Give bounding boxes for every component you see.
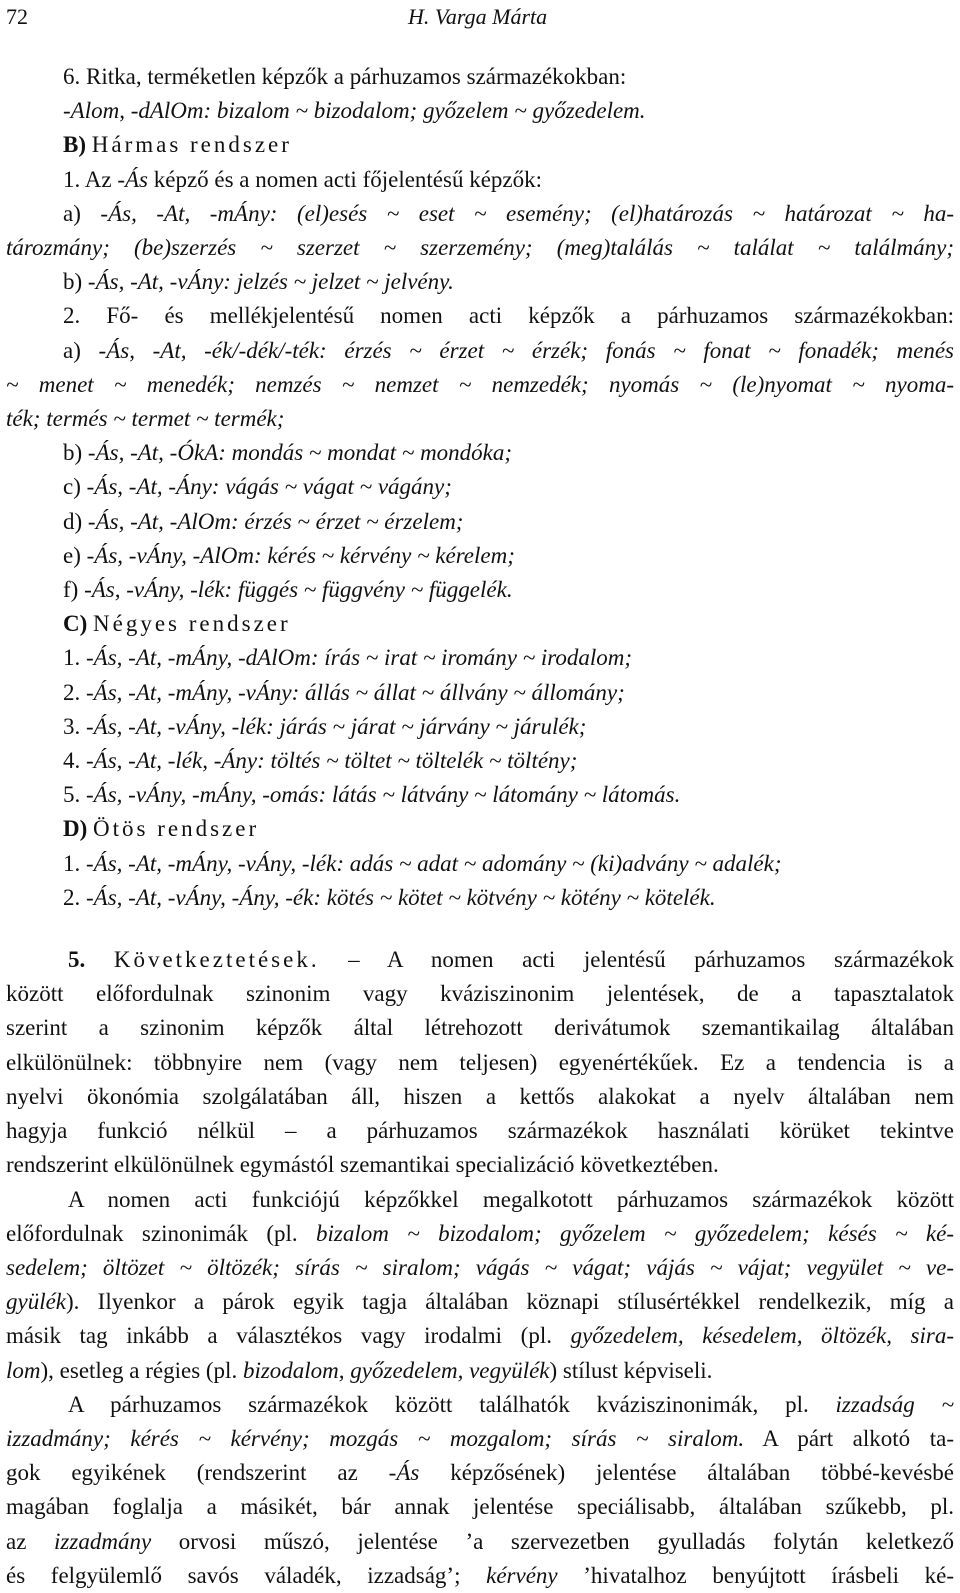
text-line: az izzadmány orvosi műszó, jelentése ’a szervezetben gyulladás folytán keletkező [6,1528,954,1554]
text-line: elkülönülnek: többnyire nem (vagy nem teljesen) egyenértékűek. Ez a tendencia is a [6,1049,954,1075]
text-line: A nomen acti funkciójú képzőkkel megalkotott párhuzamos származékok között [68,1186,954,1212]
text-line: között előfordulnak szinonim vagy kváziszinonim jelentések, de a tapasztalatok [6,981,954,1007]
text-line: izzadmány; kérés ~ kérvény; mozgás ~ mozgalom; sírás ~ siralom. A párt alkotó ta- [6,1425,955,1451]
running-header [6,4,954,34]
text-line: 1. -Ás, -At, -mÁny, -dAlOm: írás ~ irat ~ iromány ~ irodalom; [63,645,633,671]
text-line: hagyja funkció nélkül – a párhuzamos származékok használati körüket tekintve [6,1118,954,1144]
text-line: gyülék). Ilyenkor a párok egyik tagja általában köznapi stílusértékkel rendelkezik, míg a [6,1289,954,1315]
text-line: másik tag inkább a választékos vagy irodalmi (pl. győzedelem, késedelem, öltözék, sira- [6,1323,954,1349]
text-line: és felgyülemlő savós váladék, izzadság’; kérvény ’hivatalhoz benyújtott írásbeli ké- [6,1562,954,1588]
text-line: 2. Fő- és mellékjelentésű nomen acti képzők a párhuzamos származékokban: [63,303,954,329]
text-line: f) -Ás, -vÁny, -lék: függés ~ függvény ~ függelék. [63,577,513,603]
text-line: 3. -Ás, -At, -vÁny, -lék: járás ~ járat ~ járvány ~ járulék; [63,713,587,739]
text-line: gok egyikének (rendszerint az -Ás képzősének) jelentése általában többé-kevésbé [6,1460,954,1486]
subsection-heading: B) Hármas rendszer [63,132,292,158]
text-line: magában foglalja a másikét, bár annak jelentése speciálisabb, általában szűkebb, pl. [6,1494,954,1520]
text-line: 6. Ritka, terméketlen képzők a párhuzamos származékokban: [63,64,627,89]
text-line: -Alom, -dAlOm: bizalom ~ bizodalom; győzelem ~ győzedelem. [63,98,646,124]
text-line: a) -Ás, -At, -mÁny: (el)esés ~ eset ~ esemény; (el)határozás ~ határozat ~ ha- [63,200,954,226]
text-line: 1. -Ás, -At, -mÁny, -vÁny, -lék: adás ~ adat ~ adomány ~ (ki)advány ~ adalék; [63,850,782,876]
page-number: 72 [6,4,28,29]
text-line: 5. -Ás, -vÁny, -mÁny, -omás: látás ~ látvány ~ látomány ~ látomás. [63,782,681,808]
text-line: ték; termés ~ termet ~ termék; [6,406,285,432]
text-line: 2. -Ás, -At, -vÁny, -Ány, -ék: kötés ~ kötet ~ kötvény ~ kötény ~ kötelék. [63,884,716,910]
text-line: A párhuzamos származékok között találhatók kváziszinonimák, pl. izzadság ~ [68,1391,954,1417]
running-title: H. Varga Márta [408,4,548,29]
text-line: ~ menet ~ menedék; nemzés ~ nemzet ~ nemzedék; nyomás ~ (le)nyomat ~ nyoma- [6,371,954,397]
text-line: nyelvi ökonómia szolgálatában áll, hiszen a kettős alakokat a nyelv általában nem [6,1083,954,1109]
section-heading-line: 5. Következtetések. – A nomen acti jelentésű párhuzamos származékok [68,947,954,973]
text-line: tározmány; (be)szerzés ~ szerzet ~ szerzemény; (meg)találás ~ találat ~ találmány; [6,235,954,261]
text-line: b) -Ás, -At, -vÁny: jelzés ~ jelzet ~ jelvény. [63,269,454,295]
text-line: 4. -Ás, -At, -lék, -Ány: töltés ~ töltet ~ töltelék ~ töltény; [63,748,578,774]
subsection-heading: C) Négyes rendszer [63,611,291,637]
text-line: szerint a szinonim képzők által létrehozott derivátumok szemantikailag általában [6,1015,954,1041]
text-line: 2. -Ás, -At, -mÁny, -vÁny: állás ~ állat ~ állvány ~ állomány; [63,679,625,705]
section-gap [6,915,954,943]
body-text [6,60,954,1593]
text-line: előfordulnak szinonimák (pl. bizalom ~ bizodalom; győzelem ~ győzedelem; késés ~ ké- [6,1220,954,1246]
subsection-heading: D) Ötös rendszer [63,816,260,842]
text-line: d) -Ás, -At, -AlOm: érzés ~ érzet ~ érzelem; [63,508,464,534]
text-line: e) -Ás, -vÁny, -AlOm: kérés ~ kérvény ~ kérelem; [63,542,515,568]
text-line: sedelem; öltözet ~ öltözék; sírás ~ siralom; vágás ~ vágat; vájás ~ vájat; vegyület ~ ve- [6,1254,954,1280]
text-line: a) -Ás, -At, -ék/-dék/-ték: érzés ~ érzet ~ érzék; fonás ~ fonat ~ fonadék; menés [63,337,954,363]
text-line: b) -Ás, -At, -ÓkA: mondás ~ mondat ~ mondóka; [63,440,513,466]
text-line: c) -Ás, -At, -Ány: vágás ~ vágat ~ vágány; [63,474,452,500]
text-line: 1. Az -Ás képző és a nomen acti főjelentésű képzők: [63,166,543,192]
text-line: rendszerint elkülönülnek egymástól szemantikai specializáció következtében. [6,1152,719,1178]
text-line: lom), esetleg a régies (pl. bizodalom, győzedelem, vegyülék) stílust képviseli. [6,1357,713,1383]
